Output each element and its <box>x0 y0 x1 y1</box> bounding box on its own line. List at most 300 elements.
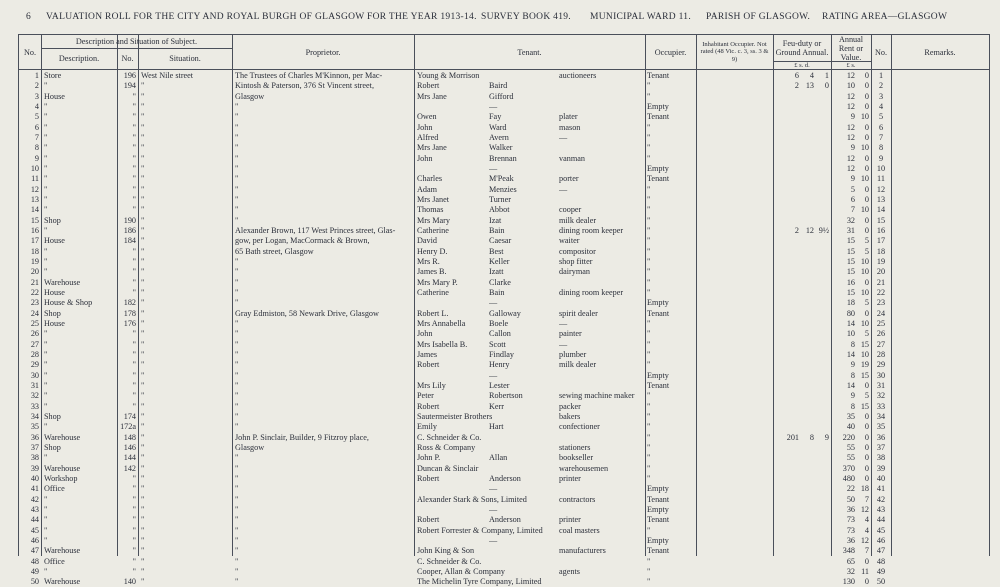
rent-shillings: 10 <box>860 287 869 297</box>
tenant-first: Alfred <box>417 132 439 142</box>
occupier: Empty <box>647 370 669 380</box>
row-number: 17 <box>30 236 39 246</box>
feu-pounds: 201 <box>786 432 799 442</box>
rent-pounds: 14 <box>846 318 855 328</box>
row-number: 7 <box>34 132 39 142</box>
description: Office <box>44 556 65 566</box>
situation: " <box>141 546 145 556</box>
col-inhabitant-occupier: Inhabitant Occupier. Not rated (48 Vic. c. 3, ss. 3 & 9) <box>700 40 769 63</box>
row-number: 27 <box>30 339 39 349</box>
rent-pounds: 12 <box>846 132 855 142</box>
occupation: spirit dealer <box>559 308 598 318</box>
proprietor: " <box>235 504 239 514</box>
tenant-surname: — <box>489 535 498 545</box>
feu-pence: 9 <box>824 432 829 442</box>
rent-pounds: 10 <box>846 329 855 339</box>
row-number: 21 <box>30 277 39 287</box>
tenant-surname: Callon <box>489 329 511 339</box>
proprietor: Alexander Brown, 117 West Princes street, Glas- <box>235 225 396 235</box>
rent-shillings: 12 <box>860 535 869 545</box>
row-number-right: 20 <box>876 267 886 277</box>
table-row <box>19 164 989 174</box>
occupation: vanman <box>559 153 585 163</box>
occupier: " <box>647 401 651 411</box>
proprietor: " <box>235 546 239 556</box>
rent-shillings: 0 <box>864 453 869 463</box>
row-number: 40 <box>30 473 39 483</box>
table-row <box>19 81 989 91</box>
occupation: porter <box>559 174 579 184</box>
row-number-right: 4 <box>878 101 884 111</box>
proprietor: " <box>235 525 239 535</box>
col-situation: Situation. <box>169 54 201 63</box>
proprietor: Kintosh & Paterson, 376 St Vincent street, <box>235 81 374 91</box>
tenant-first: John <box>417 329 433 339</box>
occupier: " <box>647 81 651 91</box>
tenant-first: John King & Son <box>417 546 475 556</box>
row-number-right: 40 <box>876 473 886 483</box>
occupier: Empty <box>647 163 669 173</box>
tenant-first: Cooper, Allan & Company <box>417 566 505 576</box>
rent-pounds: 18 <box>846 298 855 308</box>
row-number-right: 14 <box>876 205 886 215</box>
row-number: 13 <box>30 194 39 204</box>
rent-shillings: 0 <box>864 132 869 142</box>
tenant-first: Robert <box>417 515 440 525</box>
rent-shillings: 0 <box>864 277 869 287</box>
proprietor: " <box>235 318 239 328</box>
row-number-right: 32 <box>876 391 886 401</box>
row-number-right: 8 <box>878 143 884 153</box>
description: House <box>44 318 65 328</box>
rent-pounds: 12 <box>846 71 855 80</box>
occupier: Tenant <box>647 112 670 122</box>
occupier: Empty <box>647 484 669 494</box>
rent-pounds: 15 <box>846 256 855 266</box>
row-number: 5 <box>34 112 39 122</box>
description: " <box>44 132 48 142</box>
tenant-surname: Best <box>489 246 504 256</box>
feu-pounds: 2 <box>794 81 799 91</box>
row-number-right: 49 <box>876 566 886 576</box>
tenant-first: Alexander Stark & Sons, Limited <box>417 494 527 504</box>
row-number: 37 <box>30 442 39 452</box>
tenant-surname: Clarke <box>489 277 511 287</box>
col-no: No. <box>23 47 37 57</box>
rating-area: RATING AREA—GLASGOW <box>822 12 948 22</box>
occupation: plumber <box>559 349 587 359</box>
tenant-surname: Keller <box>489 256 510 266</box>
street-number: 176 <box>123 318 136 328</box>
situation: " <box>141 504 145 514</box>
proprietor: Glasgow <box>235 442 265 452</box>
row-number: 12 <box>30 184 39 194</box>
tenant-surname: Baird <box>489 81 508 91</box>
situation: " <box>141 484 145 494</box>
row-number-right: 27 <box>876 339 886 349</box>
tenant-first: Mrs Lily <box>417 380 446 390</box>
row-number-right: 13 <box>876 194 886 204</box>
table-row <box>19 557 989 567</box>
situation: " <box>141 515 145 525</box>
situation: " <box>141 391 145 401</box>
row-number-right: 35 <box>876 422 886 432</box>
row-number: 44 <box>30 515 39 525</box>
tenant-surname: Galloway <box>489 308 521 318</box>
rent-pounds: 15 <box>846 236 855 246</box>
occupation: — <box>559 184 568 194</box>
tenant-first: Peter <box>417 391 434 401</box>
col-street-no: No. <box>121 54 134 63</box>
table-row <box>19 143 989 153</box>
row-number: 34 <box>30 411 39 421</box>
row-number-right: 38 <box>876 453 886 463</box>
description: Warehouse <box>44 546 81 556</box>
description: Shop <box>44 308 61 318</box>
tenant-surname: Henry <box>489 360 510 370</box>
row-number: 30 <box>30 370 39 380</box>
description: " <box>44 391 48 401</box>
table-row <box>19 71 989 81</box>
occupier: " <box>647 194 651 204</box>
occupier: " <box>647 525 651 535</box>
occupation: dining room keeper <box>559 287 624 297</box>
tenant-first: C. Schneider & Co. <box>417 556 482 566</box>
occupier: " <box>647 143 651 153</box>
row-number-right: 1 <box>878 71 884 80</box>
proprietor: " <box>235 215 239 225</box>
street-number: " <box>132 360 136 370</box>
proprietor: gow, per Logan, MacCormack & Brown, <box>235 236 370 246</box>
col-feu-units: £ s. d. <box>794 61 810 69</box>
tenant-surname: Izatt <box>489 267 504 277</box>
row-number: 28 <box>30 349 39 359</box>
description: " <box>44 225 48 235</box>
rent-pounds: 8 <box>850 339 855 349</box>
table-row <box>19 278 989 288</box>
row-number-right: 37 <box>876 442 886 452</box>
occupation: — <box>559 132 568 142</box>
rent-shillings: 0 <box>864 577 869 587</box>
occupation: bakers <box>559 411 581 421</box>
row-number: 36 <box>30 432 39 442</box>
occupation: contractors <box>559 494 596 504</box>
proprietor: " <box>235 143 239 153</box>
occupation: milk dealer <box>559 360 597 370</box>
situation: " <box>141 525 145 535</box>
tenant-surname: — <box>489 101 498 111</box>
street-number: 186 <box>123 225 136 235</box>
row-number: 43 <box>30 504 39 514</box>
table-row <box>19 402 989 412</box>
situation: " <box>141 184 145 194</box>
occupier: " <box>647 453 651 463</box>
table-row <box>19 360 989 370</box>
row-number-right: 5 <box>878 112 884 122</box>
row-number: 46 <box>30 535 39 545</box>
proprietor: " <box>235 422 239 432</box>
tenant-surname: Hart <box>489 422 504 432</box>
street-number: " <box>132 143 136 153</box>
street-number: " <box>132 546 136 556</box>
proprietor: " <box>235 184 239 194</box>
rent-pounds: 16 <box>846 277 855 287</box>
row-number: 48 <box>30 556 39 566</box>
row-number: 45 <box>30 525 39 535</box>
rent-pounds: 65 <box>846 556 855 566</box>
row-number-right: 9 <box>878 153 884 163</box>
row-number-right: 28 <box>876 349 886 359</box>
street-number: " <box>132 132 136 142</box>
rent-pounds: 32 <box>846 215 855 225</box>
description: " <box>44 81 48 91</box>
rent-shillings: 5 <box>864 391 869 401</box>
proprietor: " <box>235 484 239 494</box>
situation: " <box>141 215 145 225</box>
description: Warehouse <box>44 577 81 587</box>
description: " <box>44 153 48 163</box>
description: " <box>44 122 48 132</box>
rent-pounds: 15 <box>846 267 855 277</box>
rent-shillings: 0 <box>864 71 869 80</box>
row-number-right: 42 <box>876 494 886 504</box>
row-number-right: 34 <box>876 411 886 421</box>
situation: " <box>141 339 145 349</box>
occupier: " <box>647 577 651 587</box>
proprietor: " <box>235 473 239 483</box>
tenant-first: Robert L. <box>417 308 449 318</box>
row-number: 15 <box>30 215 39 225</box>
table-row <box>19 546 989 556</box>
rent-shillings: 15 <box>860 370 869 380</box>
rent-pounds: 73 <box>846 525 855 535</box>
table-row <box>19 412 989 422</box>
description: " <box>44 515 48 525</box>
rent-pounds: 220 <box>842 432 855 442</box>
row-number: 49 <box>30 566 39 576</box>
table-row <box>19 505 989 515</box>
parish: PARISH OF GLASGOW. <box>706 12 811 22</box>
tenant-first: Mrs Mary <box>417 215 450 225</box>
row-number: 22 <box>30 287 39 297</box>
tenant-surname: Avern <box>489 132 509 142</box>
rent-pounds: 12 <box>846 101 855 111</box>
col-rent-units: £ s. <box>846 61 856 69</box>
street-number: 178 <box>123 308 136 318</box>
rent-shillings: 15 <box>860 401 869 411</box>
situation: " <box>141 91 145 101</box>
row-number-right: 22 <box>876 287 886 297</box>
row-number-right: 23 <box>876 298 886 308</box>
description: " <box>44 174 48 184</box>
rent-pounds: 10 <box>846 81 855 91</box>
street-number: " <box>132 535 136 545</box>
feu-pounds: 2 <box>794 225 799 235</box>
page-number: 6 <box>26 12 32 22</box>
situation: " <box>141 318 145 328</box>
tenant-surname: Izat <box>489 215 502 225</box>
rent-pounds: 9 <box>850 360 855 370</box>
rent-pounds: 22 <box>846 484 855 494</box>
row-number-right: 18 <box>876 246 886 256</box>
table-row <box>19 123 989 133</box>
proprietor: " <box>235 101 239 111</box>
situation: " <box>141 577 145 587</box>
occupation: manufacturers <box>559 546 606 556</box>
row-number: 26 <box>30 329 39 339</box>
tenant-surname: Brennan <box>489 153 517 163</box>
situation: " <box>141 535 145 545</box>
street-number: " <box>132 339 136 349</box>
row-number-right: 12 <box>876 184 886 194</box>
occupation: waiter <box>559 236 580 246</box>
situation: " <box>141 329 145 339</box>
rent-pounds: 6 <box>850 194 855 204</box>
rent-shillings: 0 <box>864 215 869 225</box>
occupier: " <box>647 267 651 277</box>
occupier: Tenant <box>647 308 670 318</box>
col-feu-duty: Feu-duty or Ground Annual. <box>775 39 829 57</box>
description: House <box>44 91 65 101</box>
row-number-right: 50 <box>876 577 886 587</box>
table-row <box>19 371 989 381</box>
rent-shillings: 10 <box>860 349 869 359</box>
street-number: 194 <box>123 81 136 91</box>
rent-shillings: 0 <box>864 432 869 442</box>
tenant-first: Sautermeister Brothers <box>417 411 493 421</box>
row-number: 8 <box>34 143 39 153</box>
occupier: Tenant <box>647 515 670 525</box>
street-number: 184 <box>123 236 136 246</box>
occupier: " <box>647 422 651 432</box>
tenant-first: Owen <box>417 112 437 122</box>
situation: " <box>141 267 145 277</box>
col-tenant: Tenant. <box>517 47 542 57</box>
situation: " <box>141 163 145 173</box>
row-number: 33 <box>30 401 39 411</box>
row-number: 23 <box>30 298 39 308</box>
situation: " <box>141 556 145 566</box>
street-number: 174 <box>123 411 136 421</box>
situation: " <box>141 360 145 370</box>
occupier: " <box>647 463 651 473</box>
table-row <box>19 195 989 205</box>
situation: " <box>141 153 145 163</box>
street-number: " <box>132 556 136 566</box>
table-row <box>19 288 989 298</box>
description: " <box>44 184 48 194</box>
situation: " <box>141 473 145 483</box>
rent-pounds: 12 <box>846 153 855 163</box>
occupation: — <box>559 318 568 328</box>
row-number-right: 17 <box>876 236 886 246</box>
tenant-first: Ross & Company <box>417 442 476 452</box>
feu-shillings: 4 <box>809 71 814 80</box>
tenant-surname: Caesar <box>489 236 512 246</box>
occupation: milk dealer <box>559 215 597 225</box>
rent-pounds: 7 <box>850 205 855 215</box>
rent-shillings: 10 <box>860 174 869 184</box>
description: " <box>44 380 48 390</box>
rent-pounds: 73 <box>846 515 855 525</box>
rent-pounds: 5 <box>850 184 855 194</box>
street-number: 140 <box>123 577 136 587</box>
occupier: " <box>647 473 651 483</box>
tenant-surname: Allan <box>489 453 508 463</box>
row-number: 6 <box>34 122 39 132</box>
street-number: " <box>132 504 136 514</box>
tenant-surname: Turner <box>489 194 511 204</box>
occupation: printer <box>559 515 581 525</box>
occupier: " <box>647 205 651 215</box>
occupier: " <box>647 442 651 452</box>
situation: " <box>141 112 145 122</box>
table-row <box>19 247 989 257</box>
street-number: " <box>132 101 136 111</box>
proprietor: " <box>235 349 239 359</box>
rent-shillings: 0 <box>864 184 869 194</box>
description: " <box>44 453 48 463</box>
tenant-first: Catherine <box>417 225 449 235</box>
rent-shillings: 15 <box>860 339 869 349</box>
occupation: bookseller <box>559 453 594 463</box>
tenant-first: Mrs Isabella B. <box>417 339 468 349</box>
table-row <box>19 319 989 329</box>
row-number: 18 <box>30 246 39 256</box>
feu-pence: 0 <box>824 81 829 91</box>
situation: " <box>141 143 145 153</box>
row-number: 42 <box>30 494 39 504</box>
municipal-ward: MUNICIPAL WARD 11. <box>590 12 692 22</box>
occupier: " <box>647 360 651 370</box>
street-number: 196 <box>123 71 136 80</box>
proprietor: " <box>235 153 239 163</box>
street-number: " <box>132 401 136 411</box>
rent-shillings: 0 <box>864 411 869 421</box>
occupation: shop fitter <box>559 256 593 266</box>
tenant-surname: Boele <box>489 318 509 328</box>
row-number-right: 48 <box>876 556 886 566</box>
tenant-first: Mrs Annabella <box>417 318 466 328</box>
situation: " <box>141 453 145 463</box>
row-number: 24 <box>30 308 39 318</box>
occupation: cooper <box>559 205 582 215</box>
feu-shillings: 8 <box>809 432 814 442</box>
proprietor: John P. Sinclair, Builder, 9 Fitzroy place, <box>235 432 369 442</box>
proprietor: Gray Edmiston, 58 Newark Drive, Glasgow <box>235 308 379 318</box>
rent-pounds: 35 <box>846 411 855 421</box>
occupier: " <box>647 391 651 401</box>
row-number-right: 25 <box>876 318 886 328</box>
situation: " <box>141 236 145 246</box>
description: " <box>44 360 48 370</box>
table-row <box>19 236 989 246</box>
rent-shillings: 0 <box>864 463 869 473</box>
row-number: 16 <box>30 225 39 235</box>
row-number: 41 <box>30 484 39 494</box>
description: House & Shop <box>44 298 93 308</box>
table-row <box>19 391 989 401</box>
occupier: Empty <box>647 535 669 545</box>
page-header <box>0 12 1000 26</box>
rent-pounds: 15 <box>846 246 855 256</box>
row-number-right: 43 <box>876 504 886 514</box>
occupation: stationers <box>559 442 591 452</box>
tenant-first: Charles <box>417 174 443 184</box>
description: " <box>44 329 48 339</box>
proprietor: " <box>235 556 239 566</box>
description: " <box>44 525 48 535</box>
